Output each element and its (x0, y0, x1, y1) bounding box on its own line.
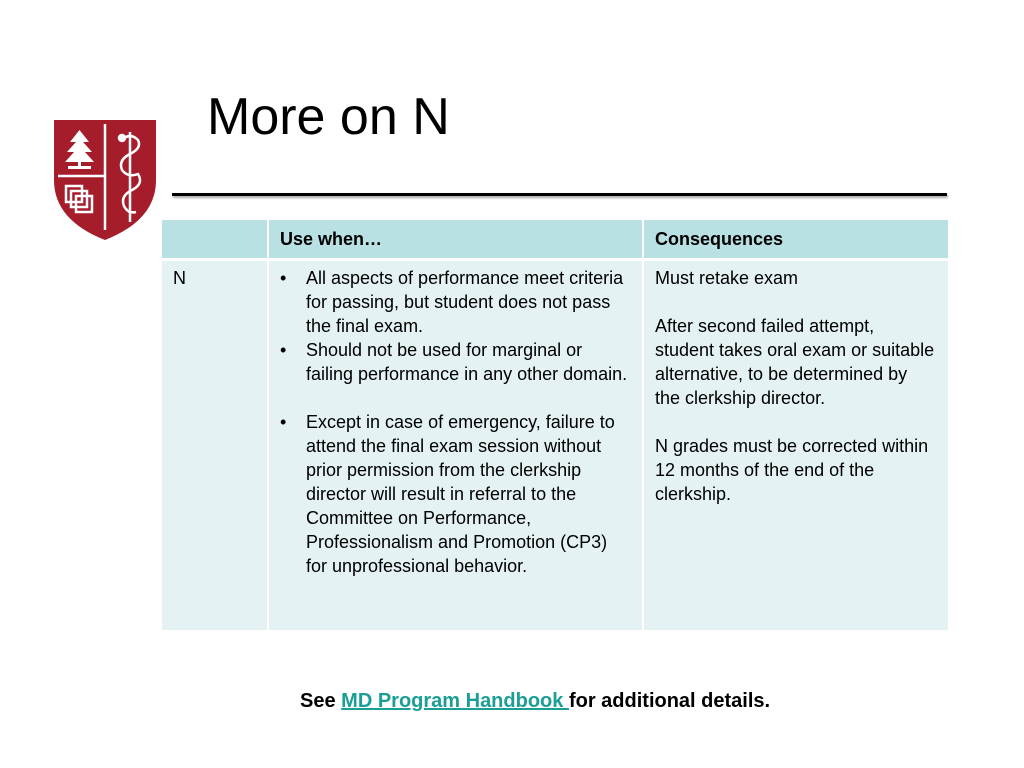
use-when-item: • All aspects of performance meet criteria for passing, but student does not pass the final exam. (280, 266, 631, 338)
table-row (162, 260, 948, 631)
use-when-cell (268, 260, 643, 631)
consequence-text: After second failed attempt, student takes oral exam or suitable alternative, to be determined by the clerkship director. (655, 316, 935, 408)
column-header-grade (162, 220, 268, 260)
handbook-note-suffix: for additional details. (568, 690, 771, 712)
consequences-cell (643, 260, 948, 631)
use-when-item: • Should not be used for marginal or failing performance in any other domain. (280, 338, 631, 386)
title-divider (172, 193, 947, 196)
handbook-link[interactable]: MD Program Handbook (341, 690, 569, 712)
handbook-note-prefix: See (300, 690, 342, 712)
grade-table (162, 220, 948, 630)
use-when-list (280, 266, 631, 578)
consequence-text: N grades must be corrected within 12 months of the end of the clerkship. (655, 436, 929, 504)
column-header-use-when: Use when… (268, 220, 643, 260)
use-when-item: • Except in case of emergency, failure to attend the final exam session without prior permission from the clerkship director will result in referral to the Committee on Performance, Professionalism and Promotion (CP3) for unprofessional behavior. (280, 410, 631, 578)
handbook-note (300, 690, 770, 713)
slide-title: More on N (207, 88, 450, 146)
column-header-consequences: Consequences (643, 220, 948, 260)
consequence-text: Must retake exam (655, 268, 799, 288)
grade-cell: N (162, 260, 268, 631)
school-shield-logo (52, 118, 158, 242)
table-header-row (162, 220, 948, 260)
